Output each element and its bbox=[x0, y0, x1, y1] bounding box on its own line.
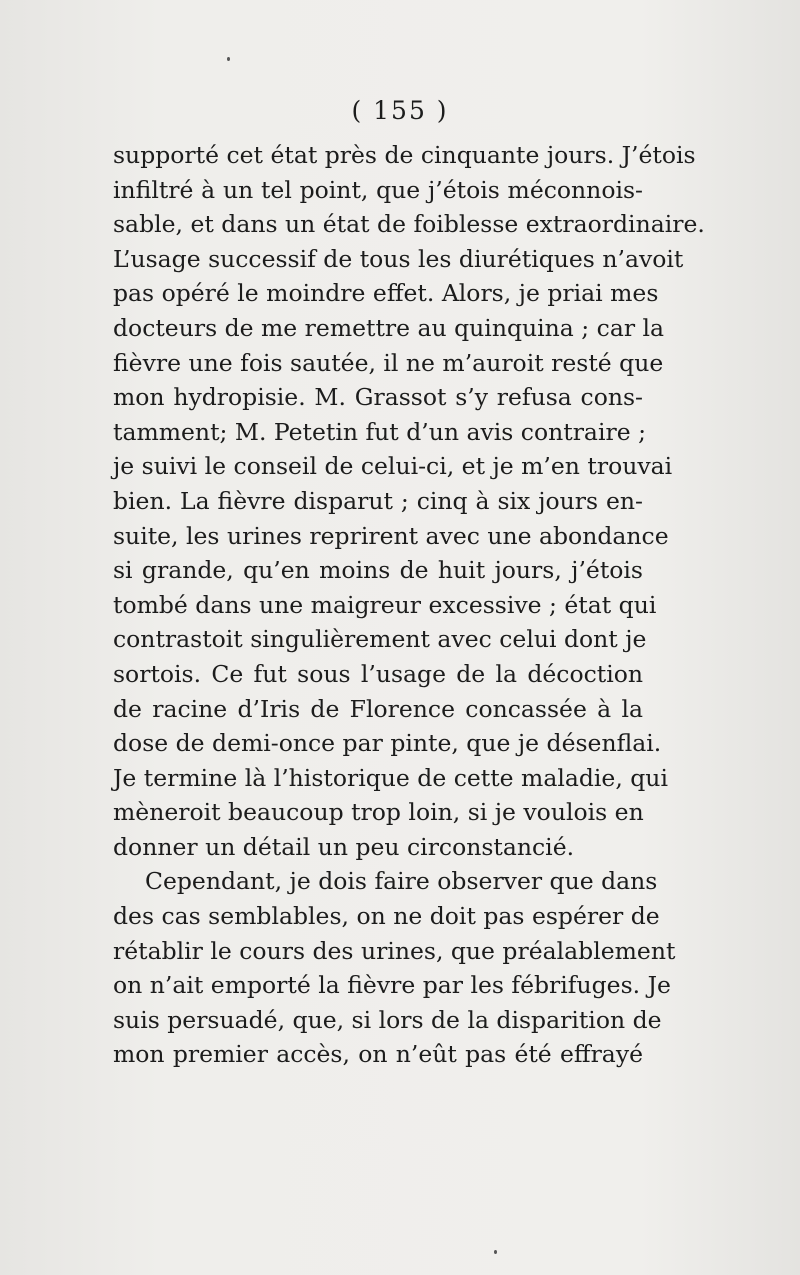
paper-speck bbox=[494, 1250, 497, 1254]
text-line: fièvre une fois sautée, il ne m’auroit resté que bbox=[113, 348, 664, 377]
text-line: Je termine là l’historique de cette maladie, qui bbox=[113, 763, 668, 792]
text-line: L’usage successif de tous les diurétiques n’avoit bbox=[113, 244, 684, 273]
text-line: donner un détail un peu circonstancié. bbox=[113, 832, 575, 861]
text-line: sortois. Ce fut sous l’usage de la décoction bbox=[113, 659, 643, 688]
paper-speck bbox=[227, 57, 230, 61]
text-line: je suivi le conseil de celui-ci, et je m’en trouvai bbox=[113, 452, 673, 481]
text-line: contrastoit singulièrement avec celui dont je bbox=[113, 625, 647, 654]
text-line: des cas semblables, on ne doit pas espérer de bbox=[113, 902, 660, 931]
text-line: sable, et dans un état de foiblesse extraordinaire. bbox=[113, 210, 705, 239]
text-line: rétablir le cours des urines, que préalablement bbox=[113, 936, 676, 965]
text-line: supporté cet état près de cinquante jours. J’étois bbox=[113, 141, 696, 169]
text-line: dose de demi-once par pinte, que je désenflai. bbox=[113, 729, 662, 758]
text-line: tombé dans une maigreur excessive ; état qui bbox=[113, 590, 657, 619]
text-line: pas opéré le moindre effet. Alors, je priai mes bbox=[113, 279, 659, 308]
text-line: Cependant, je dois faire observer que dans bbox=[145, 867, 658, 896]
text-line: mon premier accès, on n’eût pas été effrayé bbox=[113, 1040, 643, 1069]
text-line: tamment; M. Petetin fut d’un avis contraire ; bbox=[113, 417, 646, 446]
text-line: docteurs de me remettre au quinquina ; car la bbox=[113, 313, 665, 342]
text-line: de racine d’Iris de Florence concassée à la bbox=[113, 694, 643, 723]
text-line: on n’ait emporté la fièvre par les fébrifuges. Je bbox=[113, 971, 671, 1000]
text-line: infiltré à un tel point, que j’étois méconnois- bbox=[113, 175, 643, 204]
body-text bbox=[113, 138, 705, 1072]
text-line: suite, les urines reprirent avec une abondance bbox=[113, 521, 669, 550]
page-number: ( 155 ) bbox=[351, 96, 449, 125]
text-line: bien. La fièvre disparut ; cinq à six jours en- bbox=[113, 486, 643, 515]
text-line: mèneroit beaucoup trop loin, si je voulois en bbox=[113, 798, 644, 827]
text-line: mon hydropisie. M. Grassot s’y refusa cons- bbox=[113, 383, 643, 412]
text-line: si grande, qu’en moins de huit jours, j’étois bbox=[113, 556, 643, 585]
text-line: suis persuadé, que, si lors de la disparition de bbox=[113, 1005, 662, 1034]
